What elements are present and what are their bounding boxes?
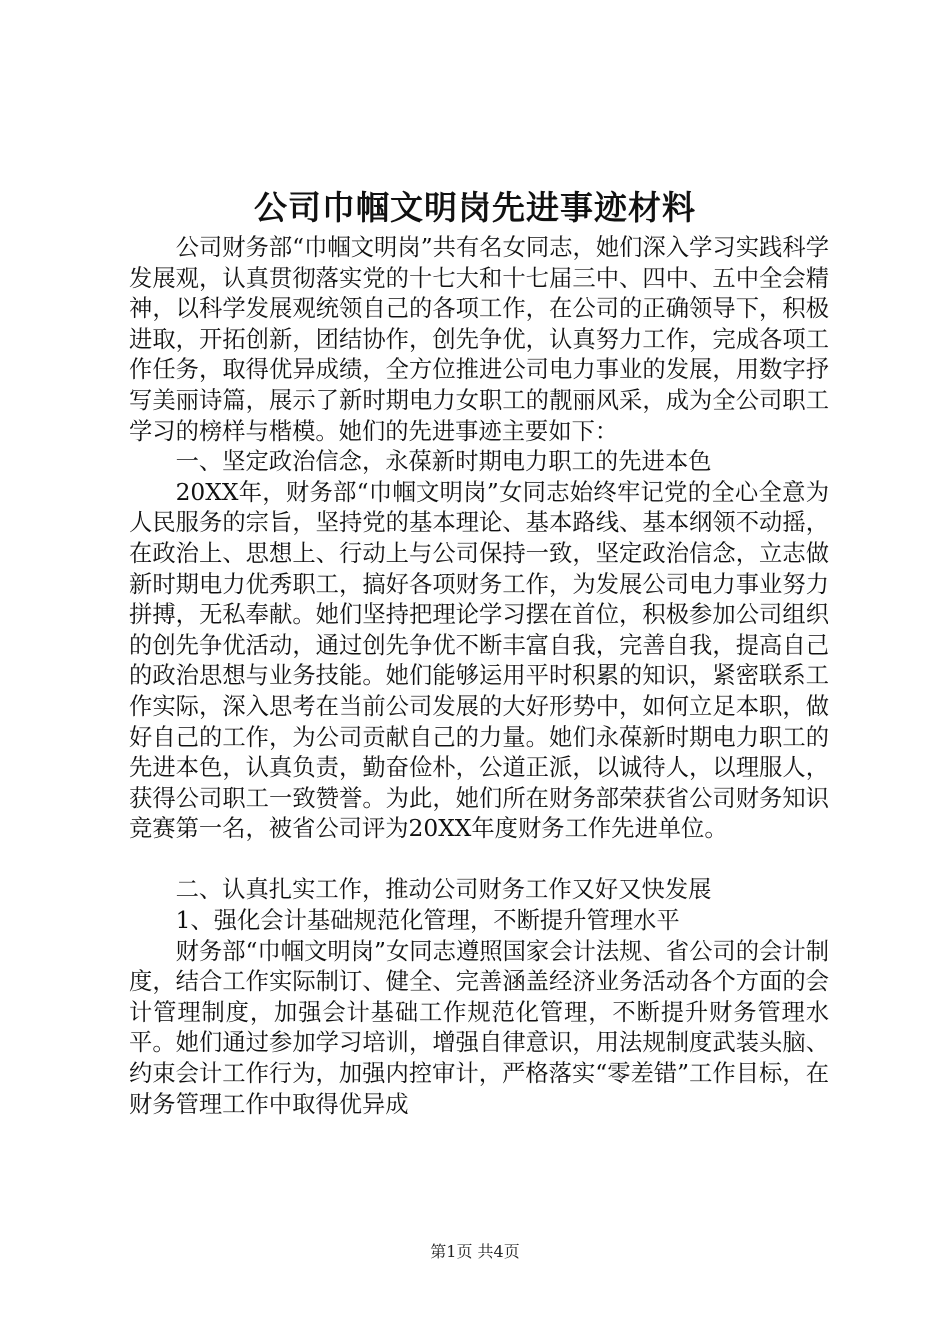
paragraph-section-2-1: 财务部“巾帼文明岗”女同志遵照国家会计法规、省公司的会计制度，结合工作实际制订、健全、完善涵盖经济业务活动各个方面的会计管理制度，加强会计基础工作规范化管理，不断提升财务管理水平。她们通过参加学习培训，增强自律意识，用法规制度武装头脑、约束会计工作行为，加强内控审计，严格落实“零差错”工作目标，在财务管理工作中取得优异成: [129, 937, 829, 1118]
section-heading-2: 二、认真扎实工作，推动公司财务工作又好又快发展: [175, 876, 712, 904]
page-number: 第1页 共4页: [430, 1242, 520, 1261]
document-body: [129, 233, 829, 1120]
subsection-heading-2-1: 1、强化会计基础规范化管理，不断提升管理水平: [175, 907, 680, 935]
section-heading-1: 一、坚定政治信念，永葆新时期电力职工的先进本色: [175, 448, 712, 476]
paragraph-intro: 公司财务部“巾帼文明岗”共有名女同志，她们深入学习实践科学发展观，认真贯彻落实党的十七大和十七届三中、四中、五中全会精神，以科学发展观统领自己的各项工作，在公司的正确领导下，积极进取，开拓创新，团结协作，创先争优，认真努力工作，完成各项工作任务，取得优异成绩，全方位推进公司电力事业的发展，用数字抒写美丽诗篇，展示了新时期电力女职工的靓丽风采，成为全公司职工学习的榜样与楷模。她们的先进事迹主要如下：: [129, 234, 829, 445]
document-title: 公司巾帼文明岗先进事迹材料: [254, 188, 696, 227]
paragraph-section-1: 20XX年，财务部“巾帼文明岗”女同志始终牢记党的全心全意为人民服务的宗旨，坚持党的基本理论、基本路线、基本纲领不动摇，在政治上、思想上、行动上与公司保持一致，坚定政治信念，立志做新时期电力优秀职工，搞好各项财务工作，为发展公司电力事业努力拼搏，无私奉献。她们坚持把理论学习摆在首位，积极参加公司组织的创先争优活动，通过创先争优不断丰富自我，完善自我，提高自己的政治思想与业务技能。她们能够运用平时积累的知识，紧密联系工作实际，深入思考在当前公司发展的大好形势中，如何立足本职，做好自己的工作，为公司贡献自己的力量。她们永葆新时期电力职工的先进本色，认真负责，勤奋俭朴，公道正派，以诚待人，以理服人，获得公司职工一致赞誉。为此，她们所在财务部荣获省公司财务知识竞赛第一名，被省公司评为20XX年度财务工作先进单位。: [129, 478, 829, 843]
